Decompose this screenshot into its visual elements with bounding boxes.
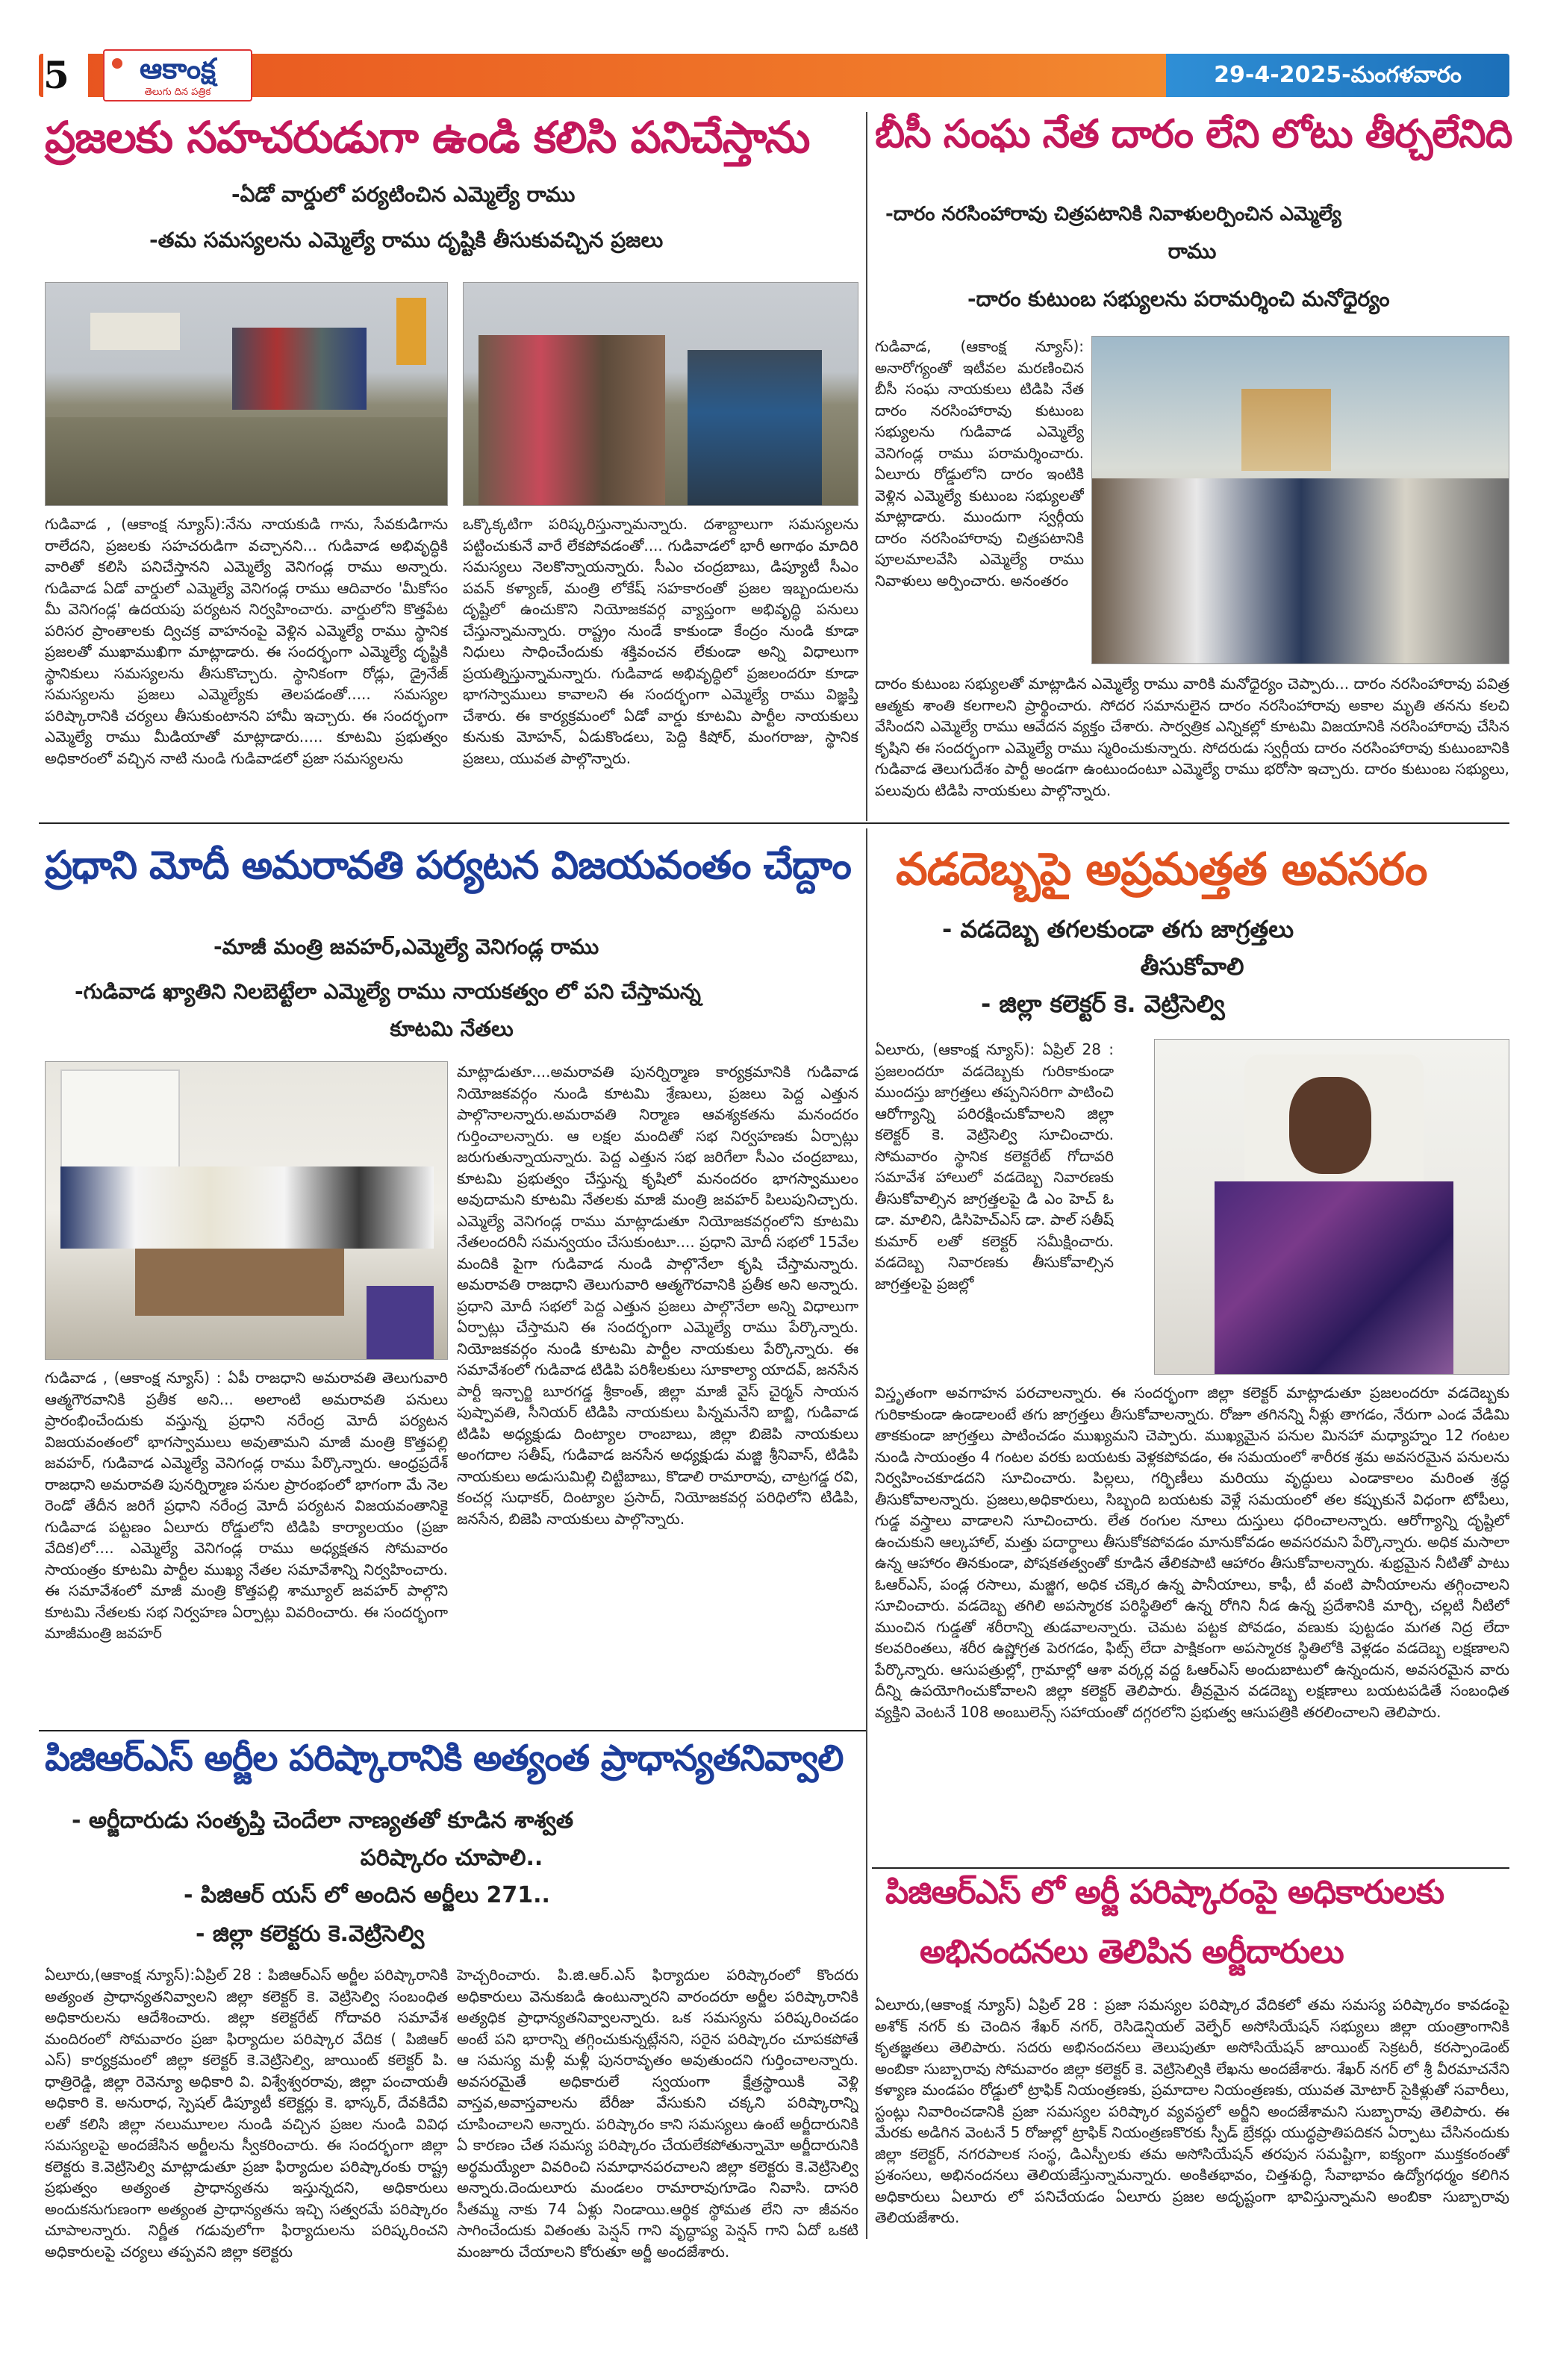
- column-divider: [866, 112, 867, 821]
- column-divider: [866, 828, 867, 2239]
- story4-headline: వడదెబ్బపై అప్రమత్తత అవసరం: [896, 843, 1427, 896]
- photo-face: [1289, 1077, 1371, 1174]
- row-divider: [39, 1730, 866, 1731]
- story1-body-col2: ఒక్కొక్కటిగా పరిష్కరిస్తున్నామన్నారు. దశాబ్దాలుగా సమస్యలను పట్టించుకునే వారే లేకపోవడంతో.... గుడివాడలో భారీ అగాథం మాదిరి సమస్యలు నెలకొన్నాయన్నారు. సీఎం చంద్రబాబు, డిప్యూటీ సీఎం పవన్ కళ్యాణ్, మంత్రి లోకేష్ సహకారంతో ప్రజల ఇబ్బందులను దృష్టిలో ఉంచుకొని నియోజకవర్గ వ్యాప్తంగా అభివృద్ధి పనులు చేస్తున్నామన్నారు. రాష్ట్రం నుండే కాకుండా కేంద్రం నుండి కూడా నిధులు సాధించేందుకు శక్తివంచన లేకుండా అన్ని విధాలుగా ప్రయత్నిస్తున్నామన్నారు. గుడివాడ అభివృద్ధిలో ప్రజలందరూ కూడా భాగస్వాములు కావాలని ఈ సందర్భంగా ఎమ్మెల్యే రాము విజ్ఞప్తి చేశారు. ఈ కార్యక్రమంలో ఏడో వార్డు కూటమి పార్టీల నాయకులు కునుకు మోహన్, ఏడుకొండలు, పెద్ది కిషోర్, మంగరాజు, స్థానిక ప్రజలు, యువత పాల్గొన్నారు.: [463, 515, 858, 767]
- photo-signboard: [396, 298, 426, 365]
- story5-body-col1: ఏలూరు,(ఆకాంక్ష న్యూస్):ఏప్రిల్ 28 : పిజిఆర్ఎస్ అర్జీల పరిష్కారానికి అత్యంత ప్రాధాన్యతనివ్వాలని జిల్లా కలెక్టర్ కె. వెట్రిసెల్వి సంబంధిత అధికారులను ఆదేశించారు. జిల్లా కలెక్టరేట్ గోదావరి సమావేశ మందిరంలో సోమవారం ప్రజా ఫిర్యాదుల పరిష్కార వేదిక ( పిజిఆర్ ఎస్) కార్యక్రమంలో జిల్లా కలెక్టర్ కె.వెట్రిసెల్వి, జాయింట్ కలెక్టర్ పి. ధాత్రిరెడ్డి, జిల్లా రెవెన్యూ అధికారి వి. విశ్వేశ్వరరావు, జిల్లా పంచాయతీ అధికారి కె. అనురాధ, స్పెషల్ డిప్యూటీ కలెక్టర్లు కె. భాస్కర్, దేవకిదేవి లతో కలిసి జిల్లా నలుమూలల నుండి వచ్చిన ప్రజల నుండి వివిధ సమస్యలపై అందజేసిన అర్జీలను స్వీకరించారు. ఈ సందర్భంగా జిల్లా కలెక్టరు కె.వెట్రిసెల్వి మాట్లాడుతూ ప్రజా ఫిర్యాదుల పరిష్కారంకు రాష్ట్ర ప్రభుత్వం అత్యంత ప్రాధాన్యతను ఇస్తున్నదని, అధికారులు అందుకనుగుణంగా అత్యంత ప్రాధాన్యతను ఇచ్చి సత్వరమే పరిష్కారం చూపాలన్నారు. నిర్ణీత గడువులోగా ఫిర్యాదులను పరిష్కరించని అధికారులపై చర్యలు తప్పవని జిల్లా కలెక్టరు: [45, 1966, 448, 2261]
- photo-chair: [367, 1286, 434, 1360]
- story1-photo-street: [45, 282, 448, 506]
- story6-headline-line2: అభినందనలు తెలిపిన అర్జీదారులు: [920, 1933, 1344, 1971]
- story4-sub1: - వడదెబ్బ తగలకుండా తగు జాగ్రత్తలు: [942, 915, 1294, 943]
- logo-text: ఆకాంక్ష: [140, 52, 216, 85]
- story1-photo-crowd: [463, 282, 858, 506]
- story1-sub2: -తమ సమస్యలను ఎమ్మెల్యే రాము దృష్టికి తీసుకువచ్చిన ప్రజలు: [149, 228, 664, 252]
- story2-sub1: -దారం నరసింహారావు చిత్రపటానికి నివాళులర్పించిన ఎమ్మెల్యే: [885, 203, 1341, 225]
- story3-photo-meeting: [45, 1061, 448, 1360]
- photo-wall-portrait: [1241, 389, 1331, 471]
- story4-sub1b: తీసుకోవాలి: [1140, 952, 1244, 981]
- story2-sub2: -దారం కుటుంబ సభ్యులను పరామర్శించి మనోధైర్యం: [967, 287, 1390, 311]
- story3-body-col2: మాట్లాడుతూ....అమరావతి పునర్నిర్మాణ కార్యక్రమానికి గుడివాడ నియోజకవర్గం నుండి కూటమి శ్రేణులు, ప్రజలు పెద్ద ఎత్తున పాల్గొనాలన్నారు.అమరావతి నిర్మాణ ఆవశ్యకతను మనందరం గుర్తించాలన్నారు. ఆ లక్షల మందితో సభ నిర్వహణకు ఏర్పాట్లు జరుగుతున్నాయన్నారు. పెద్ద ఎత్తున సభ జరిగేలా సీఎం చంద్రబాబు, కూటమి ప్రభుత్వం చేస్తున్న కృషిలో మనందరం భాగస్వాములం అవుదామని కూటమి నేతలకు మాజీ మంత్రి జవహర్ పిలుపునిచ్చారు. ఎమ్మెల్యే వెనిగండ్ల రాము మాట్లాడుతూ నియోజకవర్గంలోని కూటమి నేతలందరినీ సమన్వయం చేసుకుంటూ.... ప్రధాని మోదీ సభలో 15వేల మందికి పైగా గుడివాడ నుండి పాల్గొనేలా కృషి చేస్తామన్నారు. అమరావతి రాజధాని తెలుగువారి ఆత్మగౌరవానికి ప్రతీక అని అన్నారు. ప్రధాని మోదీ సభలో పెద్ద ఎత్తున ప్రజలు పాల్గొనేలా అన్ని విధాలుగా ఏర్పాట్లు చేస్తామని ఈ సందర్భంగా ఎమ్మెల్యే రాము పేర్కొన్నారు. నియోజకవర్గం నుండి కూటమి పార్టీల నాయకులు పేర్కొన్నారు. ఈ సమావేశంలో గుడివాడ టిడిపి పరిశీలకులు సూకాల్యా యాదవ్, జనసేన పార్టీ ఇన్చార్జి బూరగడ్డ శ్రీకాంత్, జిల్లా మాజీ వైస్ చైర్మన్ సాయన పుష్పావతి, సీనియర్ టిడిపి నాయకులు పిన్నమనేని బాబ్జి, గుడివాడ టిడిపి అధ్యక్షుడు దింట్యాల రాంబాబు, జిల్లా బిజెపి నాయకులు అంగదాల సతీష్, గుడివాడ జనసేన అధ్యక్షుడు మజ్జి శ్రీనివాస్, టిడిపి నాయకులు అడుసుమిల్లి చిట్టిబాబు, కొడాలి రామారావు, చాట్రగడ్డ రవి, కంచర్ల సుధాకర్, దింట్యాల ప్రసాద్, నియోజకవర్గ పరిధిలోని టిడిపి, జనసేన, బిజెపి నాయకులు పాల్గొన్నారు.: [457, 1063, 858, 1528]
- photo-leaders: [60, 1166, 434, 1249]
- story4-intro: ఏలూరు, (ఆకాంక్ష న్యూస్): ఏప్రిల్ 28 : ప్రజలందరూ వడదెబ్బకు గురికాకుండా ముందస్తు జాగ్రత్తలు తప్పనిసరిగా పాటించి ఆరోగ్యాన్ని పరిరక్షించుకోవాలని జిల్లా కలెక్టర్ కె. వెట్రిసెల్వి సూచించారు. సోమవారం స్థానిక కలెక్టరేట్ గోదావరి సమావేశ హాలులో వడదెబ్బ నివారణకు తీసుకోవాల్సిన జాగ్రత్తలపై డి ఎం హెచ్ ఓ డా. మాలిని, డిసిహెచ్ఎస్ డా. పాల్ సతీష్ కుమార్ లతో కలెక్టర్ సమీక్షించారు. వడదెబ్బ నివారణకు తీసుకోవాల్సిన జాగ్రత్తలపై ప్రజల్లో: [875, 1040, 1114, 1293]
- story5-headline: పిజిఆర్ఎస్ అర్జీల పరిష్కారానికి అత్యంత ప్రాధాన్యతనివ్వాలి: [45, 1737, 844, 1779]
- story3-body-col1: గుడివాడ , (ఆకాంక్ష న్యూస్) : ఏపీ రాజధాని అమరావతి తెలుగువారి ఆత్మగౌరవానికి ప్రతీక అని... అలాంటి అమరావతి పనులు ప్రారంభించేందుకు వస్తున్న ప్రధాని నరేంద్ర మోదీ పర్యటన విజయవంతంలో భాగస్వాములు అవుతామని మాజీ మంత్రి కొత్తపల్లి జవహర్, గుడివాడ ఎమ్మెల్యే వెనిగండ్ల రాము పేర్కొన్నారు. ఆంధ్రప్రదేశ్ రాజధాని అమరావతి పునర్నిర్మాణ పనుల ప్రారంభంలో భాగంగా మే నెల రెండో తేదీన జరిగే ప్రధాని నరేంద్ర మోదీ పర్యటన విజయవంతానికై గుడివాడ పట్టణం ఏలూరు రోడ్డులోని టిడిపి కార్యాలయం (ప్రజా వేదిక)లో.... ఎమ్మెల్యే వెనిగండ్ల రాము అధ్యక్షతన సోమవారం సాయంత్రం కూటమి పార్టీల ముఖ్య నేతల సమావేశాన్ని నిర్వహించారు. ఈ సమావేశంలో మాజీ మంత్రి కొత్తపల్లి శామ్యూల్ జవహర్ పాల్గొని కూటమి నేతలకు సభ నిర్వహణ ఏర్పాట్లు వివరించారు. ఈ సందర్భంగా మాజీమంత్రి జవహర్: [45, 1369, 448, 1642]
- photo-crowd-left: [479, 335, 665, 506]
- story5-sub2: - పిజిఆర్ యస్ లో అందిన అర్జీలు 271..: [184, 1882, 550, 1908]
- story5-sub1: - అర్జీదారుడు సంతృప్తి చెందేలా నాణ్యతతో కూడిన శాశ్వత: [72, 1808, 574, 1834]
- photo-people: [232, 328, 367, 410]
- story4-sub2: - జిల్లా కలెక్టర్ కె. వెట్రిసెల్వి: [981, 990, 1225, 1018]
- story2-sub1b: రాము: [1168, 239, 1217, 263]
- story2-headline: బీసీ సంఘ నేత దారం లేని లోటు తీర్చలేనిది: [875, 112, 1512, 157]
- story6-headline-line1: పిజిఆర్ఎస్ లో అర్జీ పరిష్కారంపై అధికారులకు: [885, 1873, 1444, 1911]
- logo-tagline: తెలుగు దిన పత్రిక: [144, 87, 211, 98]
- newspaper-logo: [103, 49, 252, 101]
- story6-body: ఏలూరు,(ఆకాంక్ష న్యూస్) ఏప్రిల్ 28 : ప్రజా సమస్యల పరిష్కార వేదికలో తమ సమస్య పరిష్కారం కావడంపై అశోక్ నగర్ కు చెందిన శేఖర్ నగర్, రెసిడెన్షియల్ వెల్ఫేర్ అసోసియేషన్ సభ్యులు జిల్లా యంత్రాంగానికి కృతజ్ఞతలు తెలిపారు. సదరు అభినందనలు తెలుపుతూ అసోసియేషన్ జాయింట్ సెక్రటరీ, కరస్పాండెంట్ అంబికా సుబ్బారావు సోమవారం జిల్లా కలెక్టర్ కె. వెట్రిసెల్వికి లేఖను అందజేశారు. శేఖర్ నగర్ లో శ్రీ వీరమాచనేని కళ్యాణ మండపం రోడ్డులో ట్రాఫిక్ నియంత్రణకు, ప్రమాదాల నియంత్రణకు, యువత మోటార్ సైకిళ్లుతో సవారీలు, స్టంట్లు నివారించడానికి ప్రజా సమస్యల పరిష్కార వ్యవస్థలో అర్జీని అందజేశామని సుబ్బారావు తెలిపారు. ఈ మేరకు అడిగిన వెంటనే 5 రోజుల్లో ట్రాఫిక్ నియంత్రణకొరకు స్పీడ్ బ్రేకర్లు యుద్ధప్రాతిపదికన ఏర్పాటు చేసినందుకు జిల్లా కలెక్టర్, నగరపాలక సంస్థ, డిఎస్పీలకు తమ అసోసియేషన్ తరపున సమష్టిగా, ఐక్యంగా ముక్తకంఠంతో ప్రశంసలు, అభినందనలు తెలియజేస్తున్నామన్నారు. అంకితభావం, చిత్తశుద్ధి, సేవాభావం ఉద్యోగధర్మం కలిగిన అధికారులు ఏలూరు లో పనిచేయడం ఏలూరు ప్రజల అదృష్టంగా భావిస్తున్నామని అంబికా సుబ్బారావు తెలియజేశారు.: [875, 1996, 1509, 2226]
- story2-photo-condolence: [1091, 336, 1509, 664]
- story1-headline: ప్రజలకు సహచరుడుగా ఉండి కలిసి పనిచేస్తాను: [45, 112, 810, 163]
- story4-photo-collector: [1154, 1039, 1509, 1375]
- story1-sub1: -ఏడో వార్డులో పర్యటించిన ఎమ్మెల్యే రాము: [231, 182, 576, 207]
- issue-date: 29-4-2025-మంగళవారం: [1166, 54, 1509, 97]
- story2-body: దారం కుటుంబ సభ్యులతో మాట్లాడిన ఎమ్మెల్యే రాము వారికి మనోధైర్యం చెప్పారు... దారం నరసింహారావు పవిత్ర ఆత్మకు శాంతి కలగాలని ప్రార్థించారు. సోదర సమానులైన దారం నరసింహారావు అకాల మృతి తనను కలచి వేసిందని ఎమ్మెల్యే రాము ఆవేదన వ్యక్తం చేశారు. సార్వత్రిక ఎన్నికల్లో కూటమి విజయానికి నరసింహారావు చేసిన కృషిని ఈ సందర్భంగా ఎమ్మెల్యే రాము స్మరించుకున్నారు. సోదరుడు స్వర్గీయ దారం నరసింహారావు కుటుంబానికి గుడివాడ తెలుగుదేశం పార్టీ అండగా ఉంటుందంటూ ఎమ్మెల్యే రాము భరోసా ఇచ్చారు. దారం కుటుంబ సభ్యులు, పలువురు టిడిపి నాయకులు పాల్గొన్నారు.: [875, 675, 1509, 799]
- story5-sub1b: పరిష్కారం చూపాలి..: [360, 1845, 543, 1871]
- masthead: [39, 49, 1509, 101]
- story3-sub2b: కూటమి నేతలు: [390, 1016, 514, 1041]
- photo-saree: [1215, 1181, 1453, 1375]
- story3-sub1: -మాజీ మంత్రి జవహర్,ఎమ్మెల్యే వెనిగండ్ల రాము: [213, 934, 599, 959]
- photo-mourners: [1092, 478, 1509, 664]
- row-divider: [872, 1867, 1509, 1869]
- story5-body-col2: హెచ్చరించారు. పి.జి.ఆర్.ఎస్ ఫిర్యాదుల పరిష్కారంలో కొందరు అధికారులు వెనుకబడి ఉంటున్నారని వారందరూ అర్జీల పరిష్కారానికి అత్యధిక ప్రాధాన్యతనివ్వాలన్నారు. ఒక సమస్యను పరిష్కరించడం అంటే పని భారాన్ని తగ్గించుకున్నట్లేనని, సరైన పరిష్కారం చూపకపోతే ఆ సమస్య మళ్లీ మళ్లీ పునరావృతం అవుతుందని గుర్తించాలన్నారు. అవసరమైతే అధికారులే స్వయంగా క్షేత్రస్థాయికి వెళ్లి వాస్తవ,అవాస్తవాలను బేరీజు వేసుకుని చక్కని పరిష్కారాన్ని చూపించాలని అన్నారు. పరిష్కారం కాని సమస్యలు ఉంటే అర్జీదారునికి ఏ కారణం చేత సమస్య పరిష్కారం చేయలేకపోతున్నామో అర్జీదారునికి అర్థమయ్యేలా వివరించి సమాధానపరచాలని జిల్లా కలెక్టరు కె.వెట్రిసెల్వి అన్నారు.దెందులూరు మండలం రామారావుగూడెం నివాసి. దాసరి సీతమ్మ నాకు 74 ఏళ్లు నిండాయి.ఆర్థిక స్థోమత లేని నా జీవనం సాగించేందుకు వితంతు పెన్షన్ గాని వృద్ధాప్య పెన్షన్ గాని ఏదో ఒకటి మంజూరు చేయాలని కోరుతూ అర్జీ అందజేశారు.: [457, 1966, 858, 2261]
- story4-body: విస్తృతంగా అవగాహన పరచాలన్నారు. ఈ సందర్భంగా జిల్లా కలెక్టర్ మాట్లాడుతూ ప్రజలందరూ వడదెబ్బకు గురికాకుండా ఉండాలంటే తగు జాగ్రత్తలు తీసుకోవాలన్నారు. రోజూ తగినన్ని నీళ్లు తాగడం, నేరుగా ఎండ వేడిమి తాకకుండా జాగ్రత్తలు పాటించడం ముఖ్యమని చెప్పారు. ముఖ్యమైన పనుల మినహా మధ్యాహ్నం 12 గంటల నుండి సాయంత్రం 4 గంటల వరకు బయటకు వెళ్లకపోవడం, ఈ సమయంలో శారీరక శ్రమ అవసరమైన పనులను నిర్వహించకూడదని సూచించారు. పిల్లలు, గర్భిణీలు మరియు వృద్ధులు ఎండాకాలం మరింత శ్రద్ధ తీసుకోవాలన్నారు. ప్రజలు,అధికారులు, సిబ్బంది బయటకు వెళ్లే సమయంలో తల కప్పుకునే విధంగా టోపీలు, గుడ్డ వస్త్రాలు వాడాలని సూచించారు. లేత రంగుల నూలు దుస్తులు ధరించాలన్నారు. ఆరోగ్యాన్ని దృష్టిలో ఉంచుకుని ఆల్కహాల్, మత్తు పదార్థాలు తీసుకోకపోవడం మానుకోవడం అవసరమని పేర్కొన్నారు. అధిక మసాలా ఉన్న ఆహారం తినకుండా, పోషకతత్వంతో కూడిన తేలికపాటి ఆహారం తీసుకోవాలన్నారు. శుభ్రమైన నీటితో పాటు ఓఆర్ఎస్, పండ్ల రసాలు, మజ్జిగ, అధిక చక్కెర ఉన్న పానీయాలు, కాఫీ, టీ వంటి పానీయాలను తగ్గించాలని సూచించారు. వడదెబ్బ తగిలి అపస్మారక పరిస్థితిలో ఉన్న రోగిని నీడ ఉన్న ప్రదేశానికి మార్చి, చల్లటి నీటిలో ముంచిన గుడ్డతో శరీరాన్ని తుడవాలన్నారు. చెమట పట్టక పోవడం, వణుకు పుట్టడం మగత నిద్ర లేదా కలవరింతలు, శరీర ఉష్ణోగ్రత పెరగడం, ఫిట్స్ లేదా పాక్షికంగా అపస్మారక స్థితిలోకి వెళ్లడం వడదెబ్బ లక్షణాలని పేర్కొన్నారు. ఆసుపత్రుల్లో, గ్రామాల్లో ఆశా వర్కర్ల వద్ద ఓఆర్ఎస్ అందుబాటులో ఉన్నందున, అవసరమైన వారు దీన్ని ఉపయోగించుకోవాలని జిల్లా కలెక్టర్ తెలిపారు. తీవ్రమైన వడదెబ్బ లక్షణాలు బయటపడితే సంబంధిత వ్యక్తిని వెంటనే 108 అంబులెన్స్ సహాయంతో దగ్గరలోని ప్రభుత్వ ఆసుపత్రికి తరలించాలని తెలిపారు.: [875, 1384, 1509, 1721]
- story5-sub3: - జిల్లా కలెక్టరు కె.వెట్రిసెల్వి: [196, 1921, 425, 1947]
- photo-mla-figure: [688, 350, 822, 506]
- photo-puddle: [46, 417, 448, 506]
- photo-building: [90, 313, 180, 350]
- story2-intro: గుడివాడ, (ఆకాంక్ష న్యూస్): అనారోగ్యంతో ఇటీవల మరణించిన బీసీ సంఘ నాయకులు టిడిపి నేత దారం నరసింహారావు కుటుంబ సభ్యులను గుడివాడ ఎమ్మెల్యే వెనిగండ్ల రాము పరామర్శించారు. ఏలూరు రోడ్డులోని దారం ఇంటికి వెళ్లిన ఎమ్మెల్యే కుటుంబ సభ్యులతో మాట్లాడారు. ముందుగా స్వర్గీయ దారం నరసింహారావు చిత్రపటానికి పూలమాలవేసి ఎమ్మెల్యే రాము నివాళులు అర్పించారు. అనంతరం: [875, 337, 1084, 590]
- story3-headline: ప్రధాని మోదీ అమరావతి పర్యటన విజయవంతం చేద్దాం: [45, 843, 851, 888]
- story3-sub2: -గుడివాడ ఖ్యాతిని నిలబెట్టేలా ఎమ్మెల్యే రాము నాయకత్వం లో పని చేస్తామన్న: [75, 979, 701, 1004]
- story1-body-col1: గుడివాడ , (ఆకాంక్ష న్యూస్):నేను నాయకుడి గాను, సేవకుడిగాను రాలేదని, ప్రజలకు సహచరుడిగా వచ్చానని... గుడివాడ అభివృద్ధికి వారితో కలిసి పనిచేస్తానని ఎమ్మెల్యే వెనిగండ్ల రాము అన్నారు. గుడివాడ ఏడో వార్డులో ఎమ్మెల్యే వెనిగండ్ల రాము ఆదివారం 'మీకోసం మీ వెనిగండ్ల' ఉదయపు పర్యటన నిర్వహించారు. వార్డులోని కొత్తపేట పరిసర ప్రాంతాలకు ద్విచక్ర వాహనంపై వెళ్లిన ఎమ్మెల్యే రాము స్థానిక ప్రజలతో ముఖాముఖిగా మాట్లాడారు. ఈ సందర్భంగా ఎమ్మెల్యే దృష్టికి స్థానికులు సమస్యలను తీసుకొచ్చారు. స్థానికంగా రోడ్లు, డ్రైనేజ్ సమస్యలను ప్రజలు ఎమ్మెల్యేకు తెలపడంతో..... సమస్యల పరిష్కారానికి చర్యలు తీసుకుంటానని హామీ ఇచ్చారు. ఈ సందర్భంగా ఎమ్మెల్యే రాము మీడియాతో మాట్లాడారు..... కూటమి ప్రభుత్వం అధికారంలో వచ్చిన నాటి నుండి గుడివాడలో ప్రజా సమస్యలను: [45, 515, 448, 767]
- row-divider: [39, 822, 1509, 824]
- photo-table: [135, 1249, 344, 1316]
- page-number: 5: [43, 52, 88, 99]
